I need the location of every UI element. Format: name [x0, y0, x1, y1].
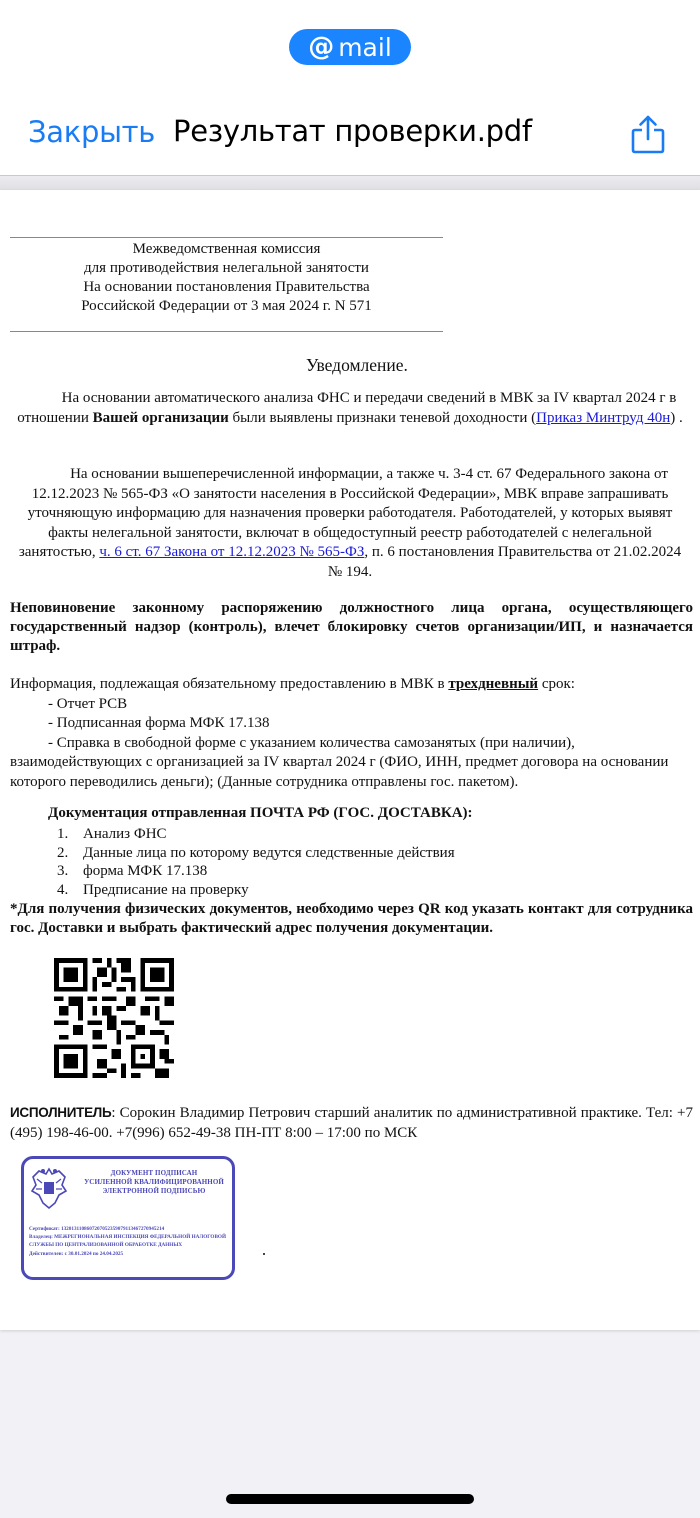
info-item: - Подписанная форма МФК 17.138	[48, 715, 270, 731]
text: Информация, подлежащая обязательному предоставлению в МВК в	[10, 676, 449, 692]
document-header	[10, 237, 443, 332]
item-number: 1.	[57, 826, 69, 842]
share-button[interactable]	[631, 115, 665, 155]
order-mintrud-link[interactable]: Приказ Минтруд 40н	[536, 409, 671, 426]
executor-label: ИСПОЛНИТЕЛЬ	[10, 1105, 112, 1120]
qr-instruction: *Для получения физических документов, необходимо через QR код указать контакт для сотрудника гос. Доставки и выбрать фактический адрес получения документации.	[10, 901, 693, 936]
deadline-emphasis: трехдневный	[448, 676, 539, 692]
document-title: Результат проверки.pdf	[173, 114, 532, 148]
text: срок:	[538, 676, 575, 692]
item-label: форма МФК 17.138	[83, 863, 208, 879]
info-item: - Справка в свободной форме с указанием количества самозанятых (при наличии),	[48, 734, 575, 751]
stamp-validity: Действителен: с 30.01.2024 по 24.04.2025	[29, 1250, 124, 1257]
docs-sent-title: Документация отправленная ПОЧТА РФ (ГОС. ДОСТАВКА):	[48, 805, 473, 821]
list-item	[57, 862, 455, 881]
executor-details: : Сорокин Владимир Петрович старший аналитик по административной практике. Тел: +7 (495) 198-46-00. +7(996) 652-49-38 ПН-ПТ 8:00 – 17:00 по МСК	[10, 1105, 693, 1141]
item-label: Данные лица по которому ведутся следственные действия	[83, 844, 455, 861]
info-continuation: взаимодействующих с организацией за IV квартал 2024 г (ФИО, ИНН, предмет договора на основании которого переводились деньги); (Данные сотрудника отправлены гос. пакетом).	[10, 754, 669, 790]
text: На основании автоматического анализа ФНС и передачи сведений в МВК за IV квартал 2024 г в отношении	[17, 390, 677, 426]
text: ) .	[670, 409, 683, 426]
stamp-certificate: Сертификат: 1320131108607207052359079113467270945214	[29, 1226, 165, 1232]
header-line: Российской Федерации от 3 мая 2024 г. N 571	[81, 298, 372, 314]
stamp-heading-line: УСИЛЕННОЙ КВАЛИФИЦИРОВАННОЙ	[84, 1178, 224, 1186]
list-item	[57, 825, 455, 844]
electronic-signature-stamp	[21, 1156, 235, 1280]
docs-sent-list	[57, 825, 455, 899]
item-number: 2.	[57, 844, 69, 861]
qr-code[interactable]	[54, 958, 174, 1078]
stamp-heading	[74, 1169, 234, 1196]
item-number: 3.	[57, 863, 69, 879]
info-intro	[10, 675, 690, 695]
paragraph-detection	[10, 389, 690, 428]
coat-of-arms-icon	[29, 1165, 69, 1211]
stamp-details	[29, 1225, 233, 1258]
header-line: На основании постановления Правительства	[83, 279, 370, 295]
header-line: Межведомственная комиссия	[132, 241, 321, 257]
info-item: - Отчет РСВ	[48, 695, 128, 712]
text: На основании вышеперечисленной информации, а также ч. 3-4 ст. 67 Федерального закона от 12.12.2023 № 565-ФЗ «О занятости населения в Российской Федерации», МВК вправе запрашивать уточняющую информацию для назначения проверки работодателя. Работодателей, у которых выявят факты нелегальной занятости, включат в общедоступный реестр работодателей с нелегальной занятостью,	[18, 466, 673, 560]
header-line: для противодействия нелегальной занятости	[84, 260, 369, 276]
text: были выявлены признаки теневой доходности (	[228, 409, 537, 426]
organization-emphasis: Вашей организации	[92, 409, 229, 426]
executor-contact	[10, 1103, 693, 1143]
at-sign-icon: @	[308, 32, 335, 62]
item-number: 4.	[57, 881, 69, 898]
notice-title: Уведомление.	[306, 355, 408, 375]
qr-code-icon	[54, 958, 174, 1078]
stray-mark	[263, 1253, 265, 1255]
stamp-owner: Владелец: МЕЖРЕГИОНАЛЬНАЯ ИНСПЕКЦИЯ ФЕДЕРАЛЬНОЙ НАЛОГОВОЙ СЛУЖБЫ ПО ЦЕНТРАЛИЗОВАННОЙ ОБРАБОТКЕ ДАННЫХ	[29, 1234, 226, 1249]
required-info-block	[10, 675, 690, 792]
paragraph-legal-basis	[10, 465, 690, 582]
close-button[interactable]: Закрыть	[28, 115, 156, 149]
list-item	[57, 881, 455, 900]
text: , п. 6 постановления Правительства от 21.02.2024 № 194.	[327, 544, 682, 580]
share-icon	[631, 115, 665, 155]
item-label: Анализ ФНС	[83, 826, 167, 842]
mail-brand-pill[interactable]	[289, 29, 411, 65]
item-label: Предписание на проверку	[83, 881, 249, 898]
pdf-page[interactable]	[0, 190, 700, 1330]
law-565fz-link[interactable]: ч. 6 ст. 67 Закона от 12.12.2023 № 565-ФЗ	[99, 544, 365, 560]
top-navigation-bar	[0, 0, 700, 176]
brand-label: mail	[338, 32, 392, 62]
page-gap	[0, 176, 700, 190]
stamp-heading-line: ДОКУМЕНТ ПОДПИСАН	[110, 1169, 198, 1177]
list-item	[57, 844, 455, 863]
stamp-heading-line: ЭЛЕКТРОННОЙ ПОДПИСЬЮ	[102, 1187, 206, 1195]
home-indicator[interactable]	[226, 1494, 474, 1504]
warning-paragraph: Неповиновение законному распоряжению должностного лица органа, осуществляющего государственный надзор (контроль), влечет блокировку счетов организации/ИП, и назначается штраф.	[10, 600, 693, 654]
